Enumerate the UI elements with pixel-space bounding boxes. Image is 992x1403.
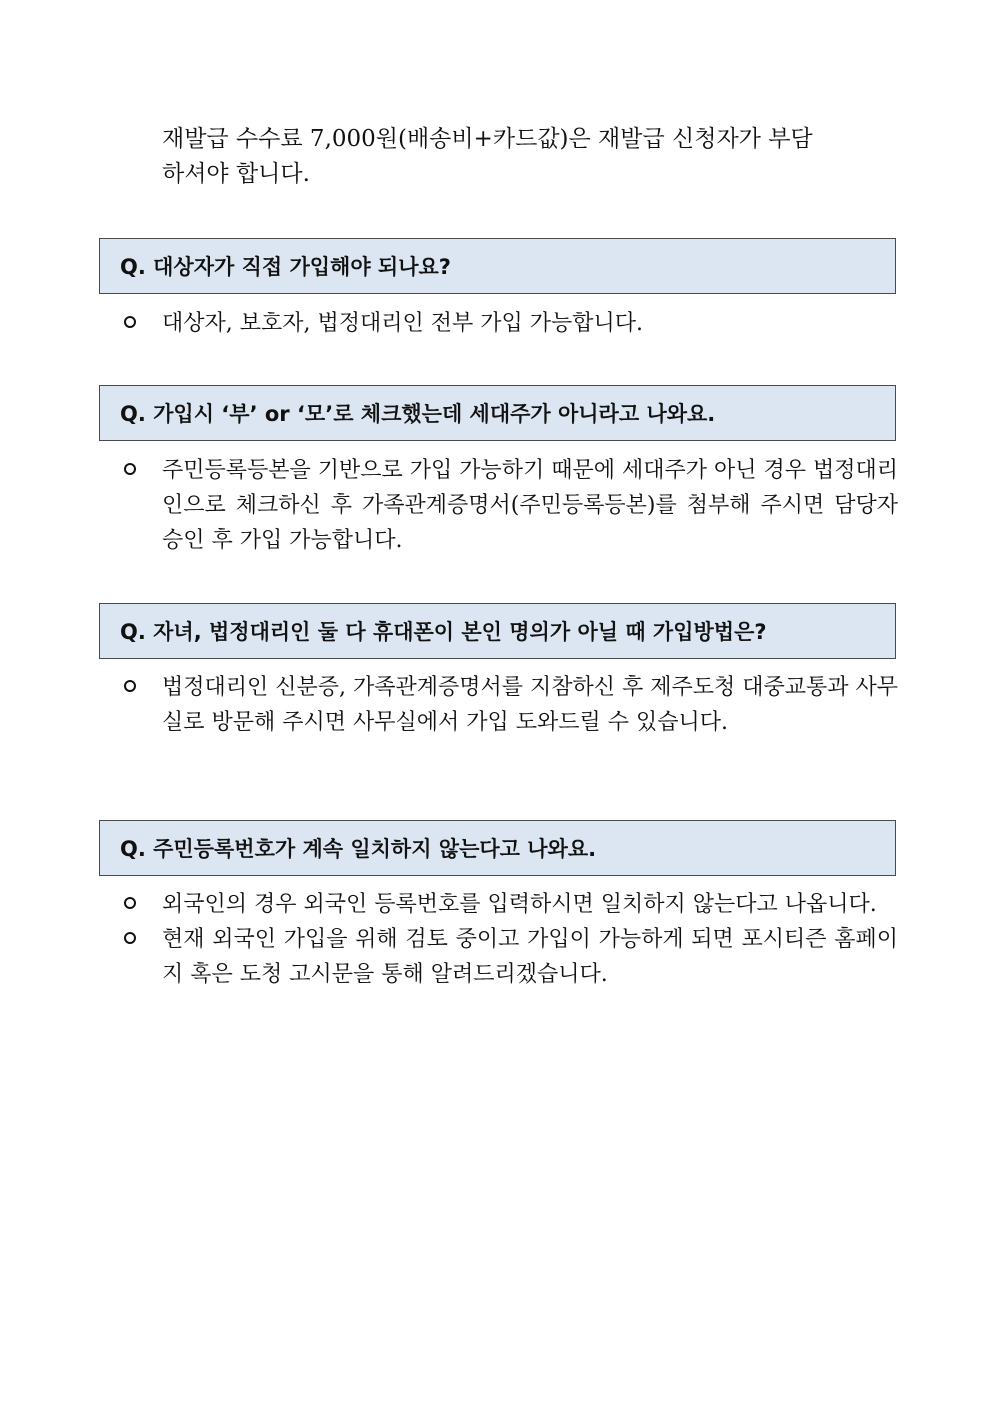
faq-answer-1 xyxy=(120,306,898,341)
answer-text: 대상자, 보호자, 법정대리인 전부 가입 가능합니다. xyxy=(162,311,643,336)
faq-question-4: Q. 주민등록번호가 계속 일치하지 않는다고 나와요. xyxy=(99,820,896,876)
circle-bullet-icon xyxy=(124,463,136,475)
answer-bullet xyxy=(120,453,898,558)
answer-bullet xyxy=(120,306,898,341)
intro-line-2: 하셔야 합니다. xyxy=(162,161,310,187)
faq-question-2: Q. 가입시 ‘부’ or ‘모’로 체크했는데 세대주가 아니라고 나와요. xyxy=(99,385,896,441)
faq-question-3: Q. 자녀, 법정대리인 둘 다 휴대폰이 본인 명의가 아닐 때 가입방법은? xyxy=(99,603,896,659)
circle-bullet-icon xyxy=(124,932,136,944)
circle-bullet-icon xyxy=(124,316,136,328)
answer-text: 주민등록등본을 기반으로 가입 가능하기 때문에 세대주가 아닌 경우 법정대리인으로 체크하신 후 가족관계증명서(주민등록등본)를 첨부해 주시면 담당자 승인 후 가입 가능합니다. xyxy=(162,458,899,553)
intro-paragraph xyxy=(162,122,898,192)
circle-bullet-icon xyxy=(124,680,136,692)
answer-text: 외국인의 경우 외국인 등록번호를 입력하시면 일치하지 않는다고 나옵니다. xyxy=(162,892,877,917)
answer-bullet xyxy=(120,670,898,740)
faq-answer-2 xyxy=(120,453,898,558)
faq-answer-4 xyxy=(120,887,898,992)
faq-answer-3 xyxy=(120,670,898,740)
answer-bullet xyxy=(120,887,898,922)
faq-question-1: Q. 대상자가 직접 가입해야 되나요? xyxy=(99,238,896,294)
answer-text: 법정대리인 신분증, 가족관계증명서를 지참하신 후 제주도청 대중교통과 사무실로 방문해 주시면 사무실에서 가입 도와드릴 수 있습니다. xyxy=(162,675,899,735)
answer-text: 현재 외국인 가입을 위해 검토 중이고 가입이 가능하게 되면 포시티즌 홈페이지 혹은 도청 고시문을 통해 알려드리겠습니다. xyxy=(162,927,898,987)
answer-bullet xyxy=(120,922,898,992)
circle-bullet-icon xyxy=(124,897,136,909)
intro-line-1: 재발급 수수료 7,000원(배송비+카드값)은 재발급 신청자가 부담 xyxy=(162,126,813,152)
